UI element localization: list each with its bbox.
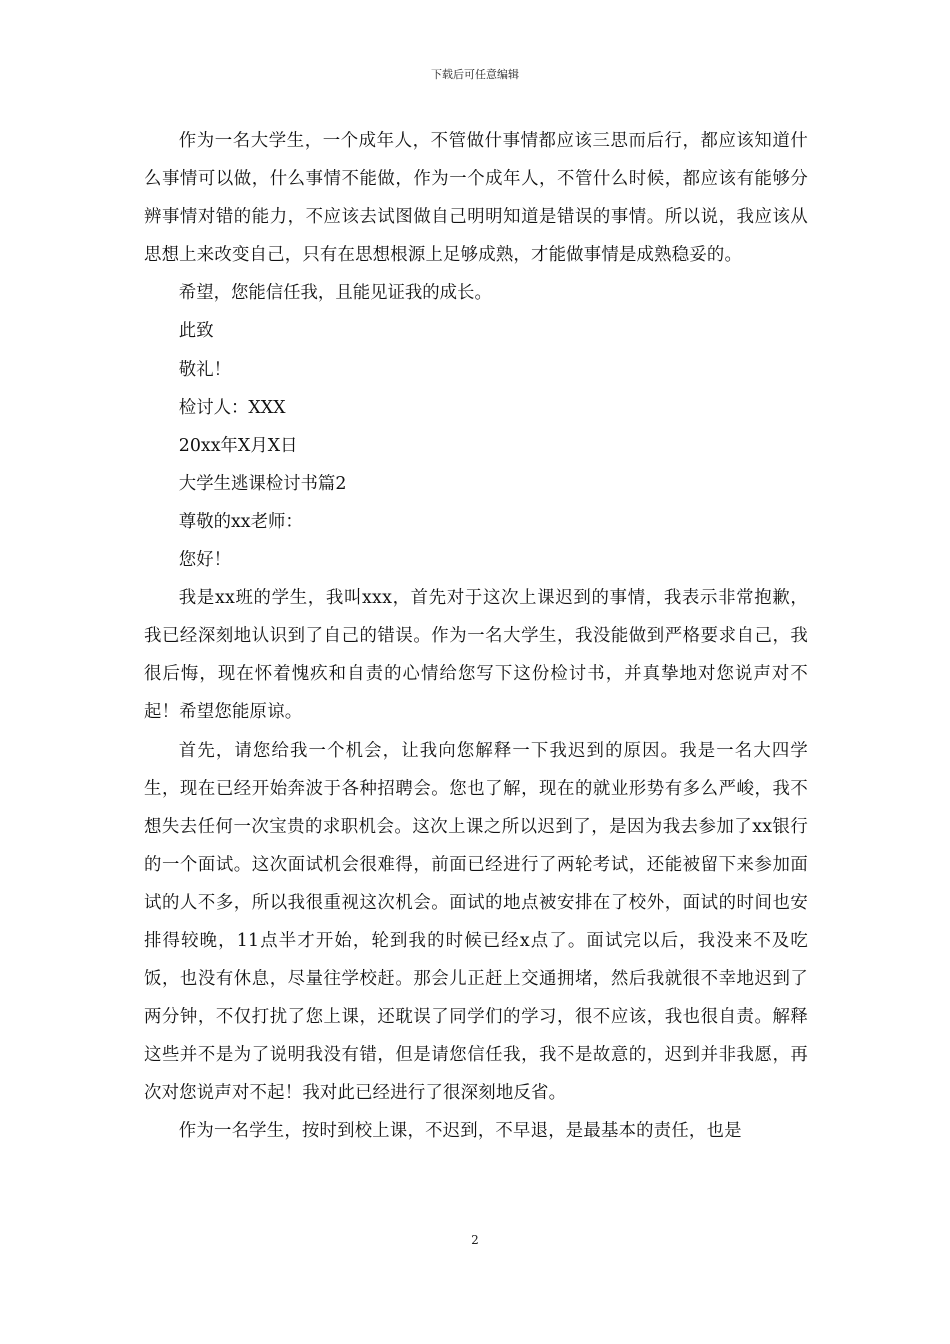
closing-ci-zhi: 此致 <box>178 321 214 342</box>
page-header: 下载后可任意编辑 <box>431 68 519 81</box>
greeting: 您好！ <box>178 550 231 571</box>
page-number: 2 <box>471 1233 479 1247</box>
salutation: 尊敬的xx老师： <box>178 511 303 532</box>
paragraph-explanation: 首先，请您给我一个机会，让我向您解释一下我迟到的原因。我是一名大四学生，现在已经开始奔波于各种招聘会。您也了解，现在的就业形势有多么严峻，我不想失去任何一次宝贵的求职机会。这次上课之所以迟到了，是因为我去参加了xx银行的一个面试。这次面试机会很难得，前面已经进行了两轮考试，还能被留下来参加面试的人不多，所以我很重视这次机会。面试的地点被安排在了校外，面试的时间也安排得较晚，11点半才开始，轮到我的时候已经x点了。面试完以后，我没来不及吃饭，也没有休息，尽量往学校赶。那会儿正赶上交通拥堵，然后我就很不幸地迟到了两分钟，不仅打扰了您上课，还耽误了同学们的学习，很不应该，我也很自责。解释这些并不是为了说明我没有错，但是请您信任我，我不是故意的，迟到并非我愿，再次对您说声对不起！我对此已经进行了很深刻地反省。 <box>144 740 808 1104</box>
signer-line: 检讨人：XXX <box>178 397 286 418</box>
paragraph-apology: 我是xx班的学生，我叫xxx，首先对于这次上课迟到的事情，我表示非常抱歉，我已经深刻地认识到了自己的错误。作为一名大学生，我没能做到严格要求自己，我很后悔，现在怀着愧疚和自责的心情给您写下这份检讨书，并真挚地对您说声对不起！希望您能原谅。 <box>144 588 808 723</box>
section-title: 大学生逃课检讨书篇2 <box>178 473 347 494</box>
paragraph-1: 作为一名大学生，一个成年人，不管做什事情都应该三思而后行，都应该知道什么事情可以做，什么事情不能做，作为一个成年人，不管什么时候，都应该有能够分辨事情对错的能力，不应该去试图做自己明明知道是错误的事情。所以说，我应该从思想上来改变自己，只有在思想根源上足够成熟，才能做事情是成熟稳妥的。 <box>144 131 808 266</box>
date-line: 20xx年X月X日 <box>178 435 298 456</box>
hope-line: 希望，您能信任我，且能见证我的成长。 <box>178 283 492 304</box>
document-body <box>144 122 808 1151</box>
paragraph-responsibility: 作为一名学生，按时到校上课，不迟到，不早退，是最基本的责任，也是 <box>178 1121 742 1142</box>
closing-jing-li: 敬礼！ <box>178 359 231 380</box>
